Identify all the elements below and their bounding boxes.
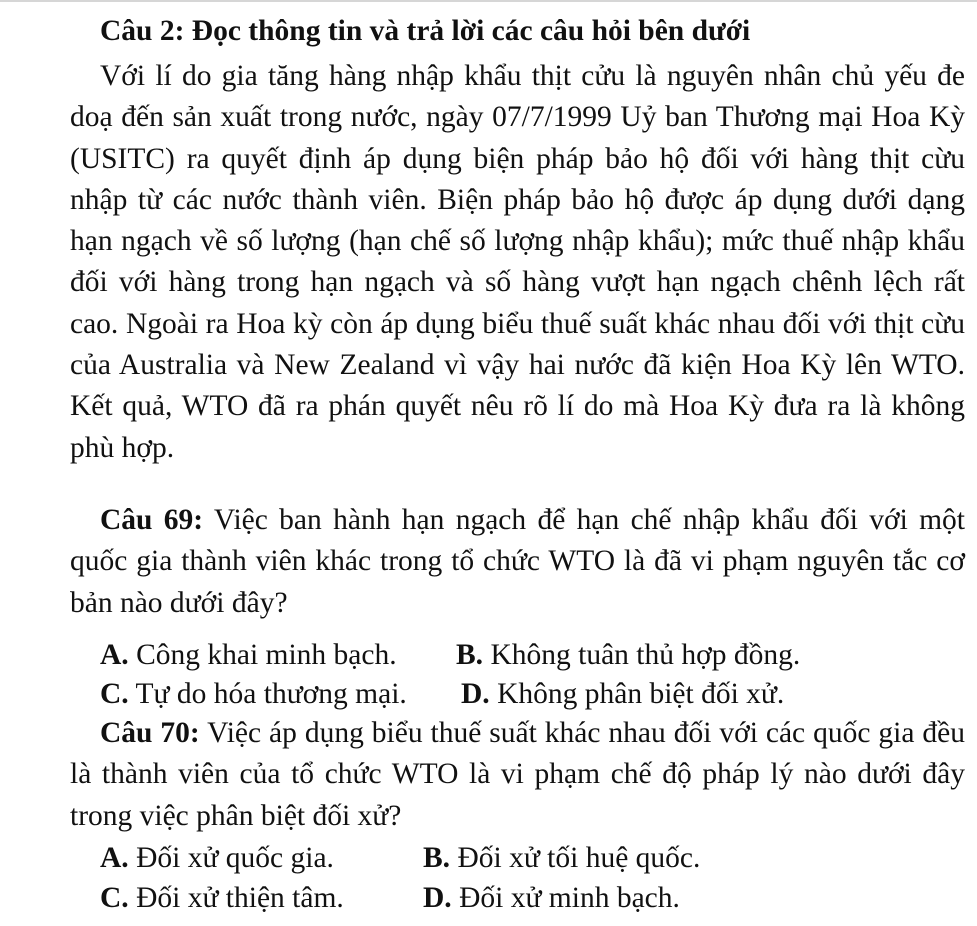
q69-option-a-letter: A. bbox=[100, 639, 129, 671]
q70-option-b-letter: B. bbox=[423, 842, 451, 874]
q70-option-a[interactable] bbox=[100, 840, 334, 876]
q70-option-c-text: Đối xử thiện tâm. bbox=[128, 882, 344, 914]
q70-option-a-letter: A. bbox=[100, 842, 129, 874]
question-69-text: Việc ban hành hạn ngạch để hạn chế nhập khẩu đối với một quốc gia thành viên khác trong tổ chức WTO là đã vi phạm nguyên tắc cơ bản nào dưới đây? bbox=[70, 504, 965, 619]
q70-option-d-text: Đối xử minh bạch. bbox=[451, 882, 680, 914]
q69-option-d[interactable] bbox=[461, 676, 784, 712]
q70-option-c[interactable] bbox=[100, 880, 344, 916]
q69-option-a[interactable] bbox=[100, 637, 397, 673]
q69-option-b[interactable] bbox=[456, 637, 800, 673]
passage-text: Với lí do gia tăng hàng nhập khẩu thịt cửu là nguyên nhân chủ yếu đe doạ đến sản xuất trong nước, ngày 07/7/1999 Uỷ ban Thương mại Hoa Kỳ (USITC) ra quyết định áp dụng biện pháp bảo hộ đối với hàng thịt cừu nhập từ các nước thành viên. Biện pháp bảo hộ được áp dụng dưới dạng hạn ngạch về số lượng (hạn chế số lượng nhập khẩu); mức thuế nhập khẩu đối với hàng trong hạn ngạch và số hàng vượt hạn ngạch chênh lệch rất cao. Ngoài ra Hoa kỳ còn áp dụng biểu thuế suất khác nhau đối với thịt cừu của Australia và New Zealand vì vậy hai nước đã kiện Hoa Kỳ lên WTO. Kết quả, WTO đã ra phán quyết nêu rõ lí do mà Hoa Kỳ đưa ra là không phù hợp. bbox=[70, 60, 965, 464]
q69-option-a-text: Công khai minh bạch. bbox=[128, 639, 397, 671]
q69-option-c-letter: C. bbox=[100, 678, 129, 710]
q70-option-b[interactable] bbox=[423, 840, 700, 876]
q70-option-d[interactable] bbox=[423, 880, 680, 916]
q69-option-d-text: Không phân biệt đối xử. bbox=[489, 678, 785, 710]
q69-option-c[interactable] bbox=[100, 676, 407, 712]
reading-passage bbox=[70, 56, 965, 469]
q70-option-c-letter: C. bbox=[100, 882, 129, 914]
question-heading: Câu 2: Đọc thông tin và trả lời các câu hỏi bên dưới bbox=[100, 15, 751, 47]
q69-option-c-text: Tự do hóa thương mại. bbox=[128, 678, 407, 710]
q70-option-d-letter: D. bbox=[423, 882, 452, 914]
question-70-text: Việc áp dụng biểu thuế suất khác nhau đối với các quốc gia đều là thành viên của tổ chức WTO là vi phạm chế độ pháp lý nào dưới đây trong việc phân biệt đối xử? bbox=[70, 717, 965, 832]
q69-option-b-text: Không tuân thủ hợp đồng. bbox=[483, 639, 801, 671]
q69-option-b-letter: B. bbox=[456, 639, 484, 671]
q70-option-b-text: Đối xử tối huệ quốc. bbox=[450, 842, 701, 874]
q70-option-a-text: Đối xử quốc gia. bbox=[128, 842, 334, 874]
question-69-label: Câu 69: bbox=[100, 504, 204, 536]
question-70 bbox=[70, 713, 965, 837]
question-69 bbox=[70, 500, 965, 624]
question-70-label: Câu 70: bbox=[100, 717, 200, 749]
q69-option-d-letter: D. bbox=[461, 678, 490, 710]
